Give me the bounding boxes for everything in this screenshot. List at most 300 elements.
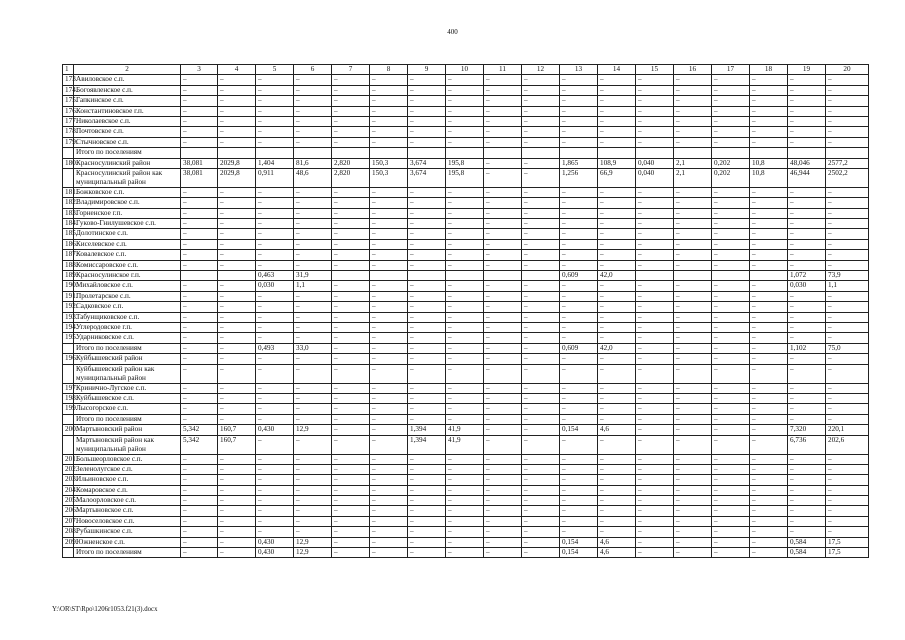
value-cell: – — [636, 219, 674, 229]
value-cell — [522, 148, 560, 158]
value-cell: – — [826, 527, 869, 537]
table-row — [63, 364, 869, 383]
table-row — [63, 116, 869, 126]
row-number: 173. — [63, 75, 74, 85]
row-name: Итого по поселениям — [74, 414, 181, 424]
value-cell: – — [826, 404, 869, 414]
column-header: 2 — [74, 65, 181, 75]
value-cell: – — [181, 75, 218, 85]
value-cell — [484, 271, 522, 281]
value-cell: – — [788, 404, 826, 414]
value-cell: – — [446, 116, 484, 126]
column-header: 18 — [750, 65, 788, 75]
value-cell: – — [484, 425, 522, 435]
row-number — [63, 548, 74, 558]
value-cell: 48,6 — [294, 168, 332, 187]
value-cell: – — [408, 302, 446, 312]
value-cell: – — [370, 464, 408, 474]
value-cell: – — [522, 137, 560, 147]
value-cell: – — [750, 229, 788, 239]
row-name: Красносулинское г.п. — [74, 271, 181, 281]
value-cell: – — [408, 229, 446, 239]
value-cell: – — [181, 229, 218, 239]
value-cell: – — [750, 343, 788, 353]
value-cell: – — [560, 414, 598, 424]
row-name: Красносулинский район — [74, 158, 181, 168]
row-name: Лысогорское с.п. — [74, 404, 181, 414]
value-cell: – — [712, 208, 750, 218]
value-cell: – — [522, 464, 560, 474]
value-cell: – — [256, 516, 294, 526]
value-cell: – — [750, 137, 788, 147]
row-number — [63, 148, 74, 158]
value-cell — [522, 271, 560, 281]
value-cell: – — [522, 106, 560, 116]
value-cell: – — [598, 414, 636, 424]
row-number: 194. — [63, 322, 74, 332]
value-cell: 2502,2 — [826, 168, 869, 187]
value-cell: – — [256, 96, 294, 106]
row-name: Гуково-Гнилушевское с.п. — [74, 219, 181, 229]
row-number: 209. — [63, 537, 74, 547]
value-cell: – — [218, 302, 256, 312]
value-cell: – — [674, 537, 712, 547]
value-cell: – — [560, 75, 598, 85]
value-cell: – — [181, 537, 218, 547]
value-cell: – — [750, 333, 788, 343]
value-cell: – — [826, 393, 869, 403]
value-cell: – — [408, 106, 446, 116]
value-cell: 150,3 — [370, 158, 408, 168]
value-cell: – — [712, 404, 750, 414]
value-cell — [750, 148, 788, 158]
value-cell: – — [370, 435, 408, 454]
value-cell: – — [446, 106, 484, 116]
row-name: Долотинское с.п. — [74, 229, 181, 239]
row-name: Комаровское с.п. — [74, 485, 181, 495]
value-cell: 160,7 — [218, 425, 256, 435]
value-cell: 17,5 — [826, 537, 869, 547]
column-header: 13 — [560, 65, 598, 75]
column-header: 9 — [408, 65, 446, 75]
value-cell: 0,040 — [636, 168, 674, 187]
table-row — [63, 537, 869, 547]
value-cell: – — [750, 414, 788, 424]
value-cell: – — [408, 198, 446, 208]
value-cell: – — [826, 187, 869, 197]
row-number: 202. — [63, 464, 74, 474]
value-cell: – — [370, 506, 408, 516]
value-cell: – — [218, 85, 256, 95]
value-cell: – — [370, 137, 408, 147]
value-cell: – — [181, 96, 218, 106]
value-cell: – — [750, 198, 788, 208]
table-row — [63, 198, 869, 208]
value-cell: – — [788, 322, 826, 332]
row-name: Малоорловское с.п. — [74, 496, 181, 506]
value-cell: – — [446, 333, 484, 343]
table-row — [63, 281, 869, 291]
value-cell: – — [446, 383, 484, 393]
table-row — [63, 148, 869, 158]
value-cell: – — [218, 127, 256, 137]
value-cell: – — [712, 322, 750, 332]
value-cell: – — [446, 506, 484, 516]
value-cell: – — [294, 291, 332, 301]
value-cell: – — [181, 475, 218, 485]
value-cell: – — [446, 404, 484, 414]
value-cell: – — [484, 475, 522, 485]
value-cell: 0,040 — [636, 158, 674, 168]
value-cell: – — [788, 187, 826, 197]
row-name: Горненское г.п. — [74, 208, 181, 218]
column-header: 5 — [256, 65, 294, 75]
column-header: 1 — [63, 65, 74, 75]
value-cell: 195,8 — [446, 158, 484, 168]
value-cell: – — [674, 364, 712, 383]
value-cell: – — [560, 229, 598, 239]
value-cell: – — [446, 127, 484, 137]
value-cell: – — [181, 187, 218, 197]
value-cell: – — [408, 383, 446, 393]
value-cell: – — [446, 75, 484, 85]
value-cell: – — [636, 187, 674, 197]
table-row — [63, 168, 869, 187]
value-cell: – — [598, 116, 636, 126]
value-cell: – — [560, 333, 598, 343]
row-name: Ильиновское с.п. — [74, 475, 181, 485]
value-cell: – — [636, 127, 674, 137]
row-number: 192. — [63, 302, 74, 312]
value-cell: – — [370, 260, 408, 270]
row-name: Табунщиковское с.п. — [74, 312, 181, 322]
value-cell: – — [484, 485, 522, 495]
value-cell: – — [522, 96, 560, 106]
value-cell: – — [218, 527, 256, 537]
value-cell: 17,5 — [826, 548, 869, 558]
value-cell: – — [484, 219, 522, 229]
value-cell: – — [560, 485, 598, 495]
value-cell: – — [674, 485, 712, 495]
value-cell: – — [788, 527, 826, 537]
table-row — [63, 454, 869, 464]
value-cell: – — [712, 354, 750, 364]
value-cell: – — [294, 302, 332, 312]
value-cell: – — [484, 137, 522, 147]
table-row — [63, 464, 869, 474]
value-cell: – — [522, 506, 560, 516]
value-cell: – — [181, 343, 218, 353]
value-cell: – — [522, 312, 560, 322]
value-cell: – — [256, 322, 294, 332]
column-header: 20 — [826, 65, 869, 75]
value-cell: – — [181, 239, 218, 249]
value-cell: – — [446, 537, 484, 547]
row-name: Николаевское с.п. — [74, 116, 181, 126]
value-cell: – — [484, 354, 522, 364]
value-cell: – — [560, 393, 598, 403]
value-cell: – — [522, 239, 560, 249]
value-cell: 0,030 — [788, 281, 826, 291]
value-cell: – — [598, 404, 636, 414]
value-cell: – — [484, 229, 522, 239]
value-cell: – — [294, 364, 332, 383]
table-row — [63, 302, 869, 312]
value-cell: – — [712, 127, 750, 137]
value-cell: – — [370, 548, 408, 558]
value-cell: – — [560, 260, 598, 270]
value-cell: – — [712, 485, 750, 495]
value-cell: – — [788, 208, 826, 218]
table-row — [63, 312, 869, 322]
value-cell: – — [256, 496, 294, 506]
value-cell: – — [598, 506, 636, 516]
value-cell: – — [181, 404, 218, 414]
value-cell: – — [522, 85, 560, 95]
value-cell: – — [636, 404, 674, 414]
value-cell: – — [484, 383, 522, 393]
column-header: 17 — [712, 65, 750, 75]
value-cell: – — [674, 302, 712, 312]
value-cell: – — [484, 239, 522, 249]
value-cell: – — [408, 537, 446, 547]
value-cell: – — [598, 435, 636, 454]
value-cell: – — [826, 454, 869, 464]
value-cell: 2029,8 — [218, 168, 256, 187]
value-cell: – — [484, 464, 522, 474]
row-name: Итого по поселениям — [74, 548, 181, 558]
value-cell: – — [636, 383, 674, 393]
row-name: Пролетарское с.п. — [74, 291, 181, 301]
value-cell: – — [750, 281, 788, 291]
value-cell: – — [598, 393, 636, 403]
value-cell: 0,430 — [256, 537, 294, 547]
value-cell: 12,9 — [294, 537, 332, 547]
value-cell: – — [218, 229, 256, 239]
value-cell: – — [598, 187, 636, 197]
value-cell: – — [408, 85, 446, 95]
value-cell: – — [636, 250, 674, 260]
value-cell: – — [181, 393, 218, 403]
value-cell: – — [750, 187, 788, 197]
value-cell: – — [446, 485, 484, 495]
value-cell: – — [522, 485, 560, 495]
value-cell: – — [522, 454, 560, 464]
table-row — [63, 485, 869, 495]
value-cell: – — [370, 208, 408, 218]
value-cell: – — [484, 312, 522, 322]
value-cell: – — [218, 322, 256, 332]
value-cell: – — [712, 229, 750, 239]
value-cell: – — [522, 127, 560, 137]
row-name: Углеродовское г.п. — [74, 322, 181, 332]
value-cell: – — [484, 208, 522, 218]
value-cell: – — [636, 364, 674, 383]
value-cell: – — [408, 239, 446, 249]
value-cell: – — [446, 364, 484, 383]
table-row — [63, 271, 869, 281]
value-cell: – — [598, 322, 636, 332]
value-cell: – — [408, 260, 446, 270]
value-cell: – — [256, 333, 294, 343]
value-cell: – — [788, 312, 826, 322]
row-name: Мартыновский район как муниципальный район — [74, 435, 181, 454]
row-number: 176. — [63, 106, 74, 116]
value-cell: – — [674, 425, 712, 435]
value-cell: – — [674, 333, 712, 343]
value-cell: – — [560, 516, 598, 526]
value-cell: – — [408, 354, 446, 364]
table-header-row — [63, 65, 869, 75]
value-cell: – — [750, 208, 788, 218]
value-cell: – — [712, 393, 750, 403]
value-cell: – — [598, 475, 636, 485]
value-cell: – — [181, 208, 218, 218]
value-cell: – — [712, 454, 750, 464]
value-cell: – — [332, 75, 370, 85]
table-row — [63, 219, 869, 229]
value-cell: – — [636, 425, 674, 435]
row-number: 199. — [63, 404, 74, 414]
value-cell: – — [674, 75, 712, 85]
value-cell: – — [218, 96, 256, 106]
value-cell: – — [370, 106, 408, 116]
value-cell: – — [674, 106, 712, 116]
table-row — [63, 158, 869, 168]
row-number: 198. — [63, 393, 74, 403]
value-cell: – — [788, 291, 826, 301]
value-cell: – — [522, 187, 560, 197]
value-cell: – — [446, 187, 484, 197]
row-number: 184. — [63, 219, 74, 229]
value-cell: – — [636, 281, 674, 291]
value-cell: – — [826, 496, 869, 506]
value-cell: – — [181, 527, 218, 537]
value-cell: – — [294, 137, 332, 147]
value-cell: 160,7 — [218, 435, 256, 454]
row-name: Комиссаровское с.п. — [74, 260, 181, 270]
value-cell: – — [181, 354, 218, 364]
value-cell: – — [826, 354, 869, 364]
value-cell: – — [181, 198, 218, 208]
value-cell: – — [294, 383, 332, 393]
value-cell: – — [712, 219, 750, 229]
value-cell: – — [332, 312, 370, 322]
value-cell: – — [332, 281, 370, 291]
row-number: 196. — [63, 354, 74, 364]
value-cell: – — [636, 393, 674, 403]
row-number: 188. — [63, 260, 74, 270]
value-cell: – — [181, 302, 218, 312]
value-cell: 0,493 — [256, 343, 294, 353]
value-cell: – — [484, 302, 522, 312]
value-cell: 0,609 — [560, 271, 598, 281]
row-number — [63, 343, 74, 353]
value-cell: – — [484, 260, 522, 270]
value-cell: – — [750, 496, 788, 506]
value-cell: – — [750, 506, 788, 516]
value-cell: – — [522, 158, 560, 168]
value-cell: – — [294, 75, 332, 85]
value-cell: – — [826, 312, 869, 322]
value-cell: – — [636, 137, 674, 147]
row-number: 185. — [63, 229, 74, 239]
value-cell: – — [408, 250, 446, 260]
value-cell: – — [750, 302, 788, 312]
value-cell: – — [218, 414, 256, 424]
value-cell: – — [560, 208, 598, 218]
value-cell: – — [826, 198, 869, 208]
value-cell: 2029,8 — [218, 158, 256, 168]
value-cell: – — [484, 404, 522, 414]
value-cell: – — [370, 250, 408, 260]
value-cell: – — [484, 333, 522, 343]
value-cell: – — [218, 250, 256, 260]
value-cell: – — [484, 506, 522, 516]
value-cell: – — [218, 393, 256, 403]
value-cell: – — [484, 516, 522, 526]
value-cell: – — [598, 383, 636, 393]
value-cell: – — [181, 496, 218, 506]
value-cell: – — [370, 75, 408, 85]
value-cell: – — [712, 506, 750, 516]
value-cell: – — [750, 312, 788, 322]
value-cell: – — [408, 343, 446, 353]
value-cell: – — [256, 208, 294, 218]
value-cell: – — [674, 219, 712, 229]
value-cell: – — [332, 187, 370, 197]
value-cell: – — [598, 281, 636, 291]
value-cell: – — [826, 506, 869, 516]
value-cell: 2,1 — [674, 168, 712, 187]
row-number: 195. — [63, 333, 74, 343]
value-cell — [218, 148, 256, 158]
value-cell: 5,342 — [181, 435, 218, 454]
table-row — [63, 106, 869, 116]
value-cell: – — [332, 464, 370, 474]
value-cell: – — [826, 364, 869, 383]
value-cell — [560, 148, 598, 158]
value-cell — [256, 148, 294, 158]
value-cell: 108,9 — [598, 158, 636, 168]
value-cell: 10,8 — [750, 168, 788, 187]
value-cell: – — [294, 106, 332, 116]
value-cell: – — [370, 537, 408, 547]
value-cell: – — [598, 496, 636, 506]
value-cell: – — [294, 393, 332, 403]
value-cell: – — [218, 75, 256, 85]
value-cell: – — [370, 393, 408, 403]
value-cell: – — [598, 485, 636, 495]
value-cell: – — [332, 96, 370, 106]
value-cell: – — [636, 506, 674, 516]
row-name: Михайловское с.п. — [74, 281, 181, 291]
value-cell: 73,9 — [826, 271, 869, 281]
column-header: 15 — [636, 65, 674, 75]
value-cell: – — [294, 312, 332, 322]
value-cell: – — [826, 302, 869, 312]
value-cell: – — [674, 229, 712, 239]
value-cell: – — [750, 250, 788, 260]
value-cell: – — [598, 85, 636, 95]
value-cell: – — [446, 85, 484, 95]
value-cell: – — [560, 127, 598, 137]
value-cell: – — [674, 312, 712, 322]
value-cell: – — [712, 383, 750, 393]
value-cell: – — [218, 496, 256, 506]
value-cell: – — [181, 116, 218, 126]
value-cell: – — [560, 312, 598, 322]
